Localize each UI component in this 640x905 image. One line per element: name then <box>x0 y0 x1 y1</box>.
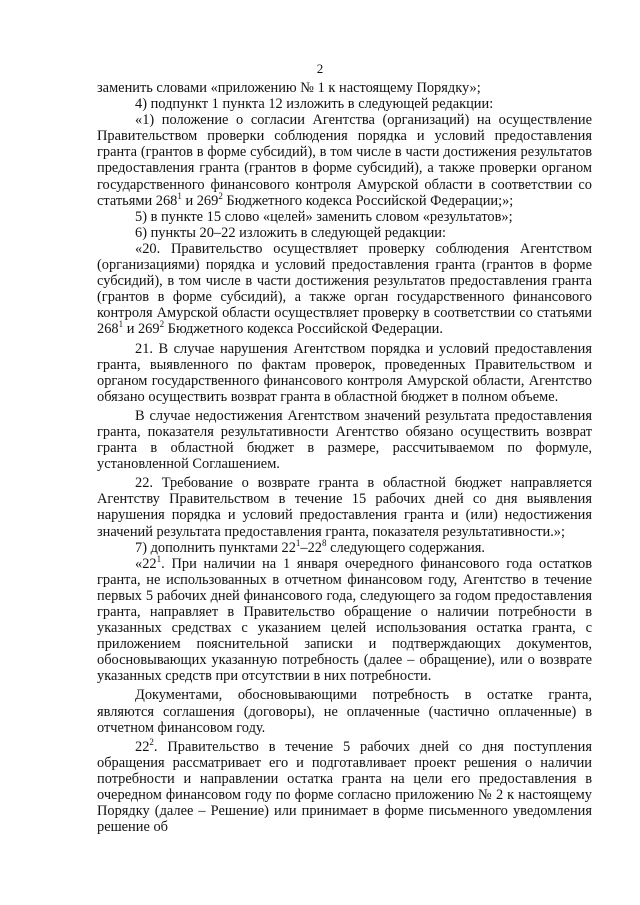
paragraph-text: 7) дополнить пунктами 22 <box>135 539 296 556</box>
page-number: 2 <box>316 61 324 76</box>
paragraph-text: 21. В случае нарушения Агентством порядка и условий предоставления гранта, выявленного по фактам проверок, проведенных Правительством и органом государственного финансового контроля Амурской области, Агентство обязано осуществить возврат гранта в областной бюджет в полном объеме. <box>97 340 592 405</box>
paragraph-text: следующего содержания. <box>326 539 485 556</box>
superscript: 1 <box>177 190 182 201</box>
paragraph <box>97 553 592 685</box>
paragraph <box>97 96 592 112</box>
paragraph-text: Бюджетного кодекса Российской Федерации;»; <box>222 192 514 209</box>
paragraph-text: и 269 <box>123 321 160 338</box>
paragraph <box>97 80 592 96</box>
paragraph-text: и 269 <box>181 192 219 209</box>
superscript: 1 <box>295 537 301 548</box>
paragraph <box>97 475 592 539</box>
superscript: 2 <box>149 736 154 747</box>
paragraph <box>97 687 592 735</box>
paragraph <box>97 537 592 556</box>
paragraph <box>97 241 592 338</box>
paragraph-text: 5) в пункте 15 слово «целей» заменить словом «результатов»; <box>135 208 513 225</box>
superscript: 1 <box>156 553 162 564</box>
document-body <box>97 80 592 835</box>
paragraph <box>97 112 592 209</box>
paragraph-text: 4) подпункт 1 пункта 12 изложить в следующей редакции: <box>135 96 494 113</box>
paragraph-text: «22 <box>135 555 157 572</box>
superscript: 1 <box>118 319 124 330</box>
paragraph-text: «1) положение о согласии Агентства (организаций) на осуществление Правительством проверки соблюдения порядка и условий предоставления гранта (грантов в форме субсидий), в том числе в части достижения результатов предоставления гранта (грантов в форме субсидий), а также проверки органом государственного финансового контроля Амурской области в соответствии со статьями 268 <box>97 112 592 209</box>
paragraph-text: –22 <box>300 539 322 556</box>
paragraph <box>97 341 592 405</box>
paragraph-text: В случае недостижения Агентством значений результата предоставления гранта, показателя результативности Агентство обязано осуществить возврат гранта в областной бюджет в размере, рассчитываемом по формуле, установленной Соглашением. <box>97 407 592 473</box>
superscript: 8 <box>321 537 327 548</box>
paragraph-text: . При наличии на 1 января очередного финансового года остатков гранта, не использованных в отчетном финансовом году, Агентство в течение первых 5 рабочих дней финансового года, следующего за годом предоставления гранта, направляет в Правительство обращение о наличии потребности в указанных средствах с указанием целей использования остатка гранта, с приложением пояснительной записки и подтверждающих документов, обосновывающих указанную потребность (далее – обращение), или о возврате указанных средств при отсутствии в них потребности. <box>97 555 592 685</box>
paragraph <box>97 209 592 225</box>
superscript: 2 <box>159 319 165 330</box>
paragraph-text: 22 <box>135 738 150 755</box>
superscript: 2 <box>218 190 223 201</box>
paragraph-text: 6) пункты 20–22 изложить в следующей редакции: <box>135 224 446 241</box>
paragraph-text: «20. Правительство осуществляет проверку соблюдения Агентством (организациями) порядка и условий предоставления гранта (грантов в форме субсидий), в том числе в части достижения результатов предоставления гранта (грантов в форме субсидий), а также орган государственного финансового контроля Амурской области осуществляет проверку в соответствии со статьями 268 <box>97 240 592 338</box>
paragraph-text: Документами, обосновывающими потребность в остатке гранта, являются соглашения (договоры), не оплаченные (частично оплаченные) в отчетном финансовом году. <box>97 687 592 736</box>
paragraph-text: заменить словами «приложению № 1 к настоящему Порядку»; <box>97 80 481 96</box>
paragraph <box>97 225 592 241</box>
paragraph <box>97 736 592 836</box>
paragraph-text: Бюджетного кодекса Российской Федерации. <box>164 321 443 338</box>
paragraph-text: 22. Требование о возврате гранта в областной бюджет направляется Агентству Правительством в течение 15 рабочих дней со дня выявления нарушения порядка и условий предоставления гранта и (или) недостижения значений результата предоставления гранта, показателя результативности.»; <box>97 475 592 540</box>
paragraph-text: . Правительство в течение 5 рабочих дней со дня поступления обращения рассматривает его и подготавливает проект решения о наличии потребности и направлении остатка гранта на цели его предоставления в очередном финансовом году по форме согласно приложению № 2 к настоящему Порядку (далее – Решение) или принимает в форме письменного уведомления решение об <box>97 738 592 836</box>
paragraph <box>97 408 592 472</box>
